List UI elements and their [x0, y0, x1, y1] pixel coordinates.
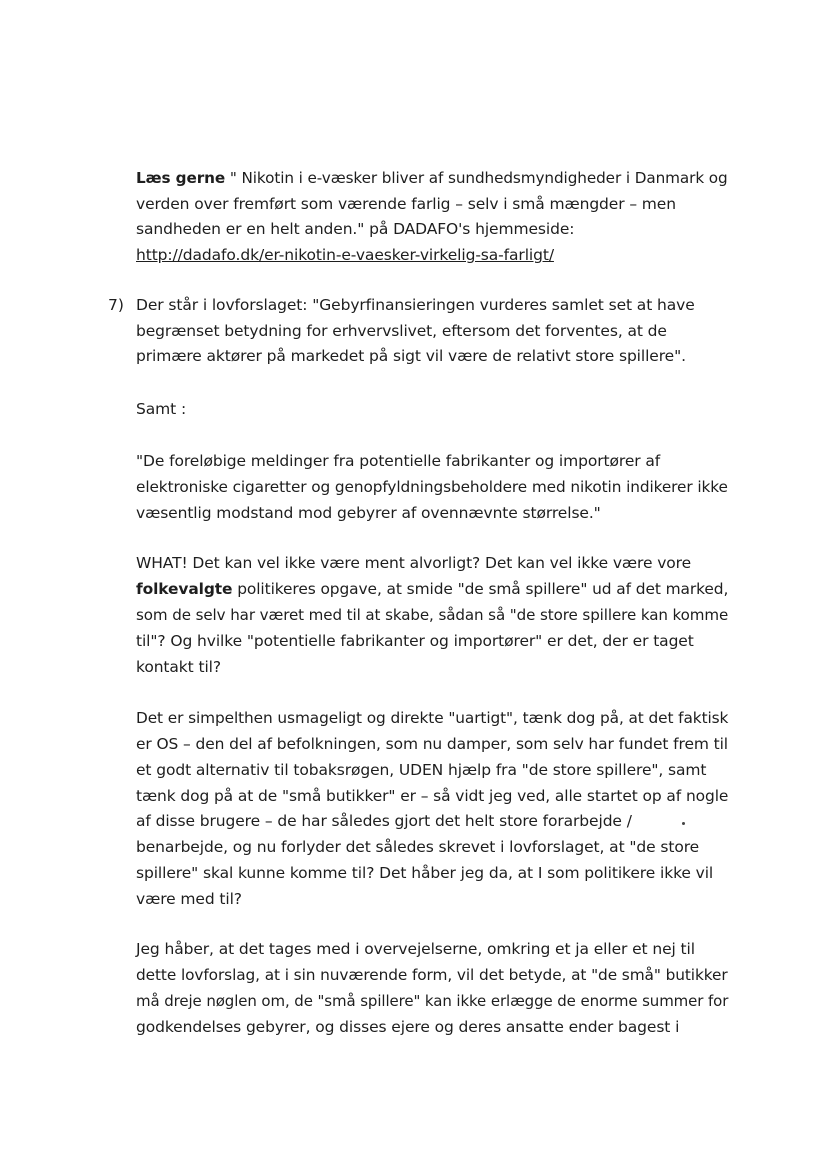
- paragraph-line: elektroniske cigaretter og genopfyldningsbeholdere med nikotin indikerer ikke: [136, 478, 728, 496]
- paragraph-line: WHAT! Det kan vel ikke være ment alvorligt? Det kan vel ikke være vore: [136, 554, 692, 572]
- paragraph-line: godkendelses gebyrer, og disses ejere og deres ansatte ender bagest i: [136, 1018, 680, 1036]
- text-span: " Nikotin i e-væsker bliver af sundhedsmyndigheder i Danmark og: [225, 169, 728, 187]
- paragraph-line: begrænset betydning for erhvervslivet, eftersom det forventes, at de: [136, 322, 667, 340]
- paragraph-line: være med til?: [136, 890, 242, 908]
- paragraph-line: [136, 579, 728, 599]
- paragraph-line: spillere" skal kunne komme til? Det håber jeg da, at I som politikere ikke vil: [136, 864, 714, 882]
- paragraph-line: dette lovforslag, at i sin nuværende form, vil det betyde, at "de små" butikker: [136, 966, 728, 984]
- paragraph-line: Jeg håber, at det tages med i overvejelserne, omkring et ja eller et nej til: [136, 940, 695, 958]
- text-span: politikeres opgave, at smide "de små spillere" ud af det marked,: [232, 580, 729, 598]
- paragraph-line: kontakt til?: [136, 658, 222, 676]
- paragraph-line: sandheden er en helt anden." på DADAFO's hjemmeside:: [136, 220, 575, 238]
- paragraph-line: af disse brugere – de har således gjort det helt store forarbejde /: [136, 812, 632, 830]
- paragraph-line: et godt alternativ til tobaksrøgen, UDEN hjælp fra "de store spillere", samt: [136, 761, 707, 779]
- paragraph-line: tænk dog på at de "små butikker" er – så vidt jeg ved, alle startet op af nogle: [136, 787, 729, 805]
- paragraph-line: må dreje nøglen om, de "små spillere" kan ikke erlægge de enorme summer for: [136, 992, 729, 1010]
- paragraph-line: benarbejde, og nu forlyder det således skrevet i lovforslaget, at "de store: [136, 838, 700, 856]
- list-number: 7): [108, 296, 124, 314]
- scan-speck: [682, 822, 685, 825]
- paragraph-line: Samt :: [136, 400, 187, 418]
- bold-word: folkevalgte: [136, 580, 233, 598]
- paragraph-line: "De foreløbige meldinger fra potentielle fabrikanter og importører af: [136, 452, 661, 470]
- paragraph-line: til"? Og hvilke "potentielle fabrikanter og importører" er det, der er taget: [136, 632, 694, 650]
- paragraph-line: er OS – den del af befolkningen, som nu damper, som selv har fundet frem til: [136, 735, 728, 753]
- dadafo-link[interactable]: http://dadafo.dk/er-nikotin-e-vaesker-virkelig-sa-farligt/: [136, 246, 554, 264]
- bold-lead: Læs gerne: [136, 169, 226, 187]
- paragraph-line: Det er simpelthen usmageligt og direkte "uartigt", tænk dog på, at det faktisk: [136, 709, 729, 727]
- paragraph-line: primære aktører på markedet på sigt vil være de relativt store spillere".: [136, 347, 686, 365]
- paragraph-line: Der står i lovforslaget: "Gebyrfinansieringen vurderes samlet set at have: [136, 296, 695, 314]
- paragraph-line: som de selv har været med til at skabe, sådan så "de store spillere kan komme: [136, 606, 729, 624]
- paragraph-line: [136, 168, 728, 188]
- paragraph-line: verden over fremført som værende farlig – selv i små mængder – men: [136, 195, 676, 213]
- paragraph-line: væsentlig modstand mod gebyrer af ovennævnte størrelse.": [136, 504, 601, 522]
